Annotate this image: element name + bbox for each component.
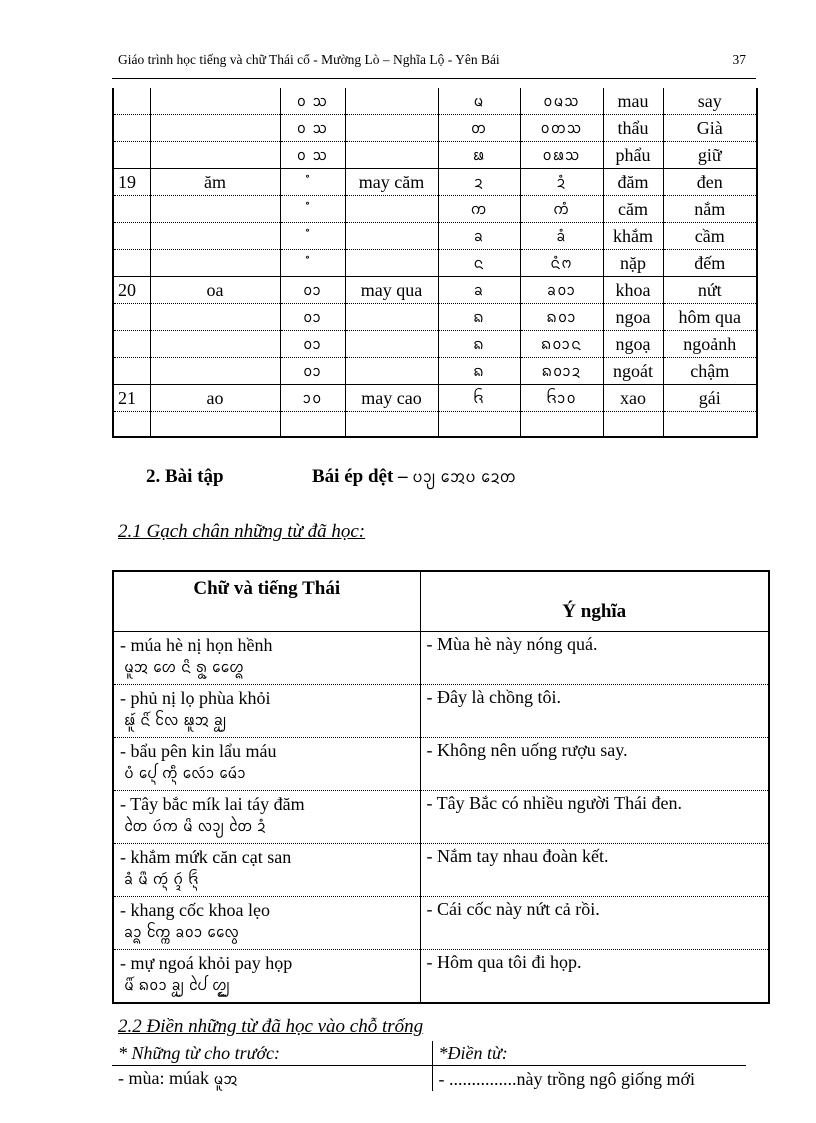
vowel: [150, 304, 280, 331]
thai-word: ᨡᩅᩣ: [520, 277, 603, 304]
example: may căm: [345, 169, 438, 196]
romanized-word: phẩu: [603, 142, 663, 169]
thai-sentence-cell: [113, 791, 420, 844]
meaning-cell: - Đây là chồng tôi.: [420, 685, 769, 738]
thai-sentence-cell: [113, 897, 420, 950]
fill-table-header: [112, 1041, 746, 1066]
table-row: [113, 412, 757, 438]
example: may cao: [345, 385, 438, 412]
table-row: [113, 88, 757, 115]
thai-script: ᨾᩪᩋ ᩉᩮ ᨶᩦ ᩁᩬ᩠ᨶ ᩉᩯ᩠ᨦ: [124, 658, 244, 676]
thai-consonant: ᨡ: [438, 277, 520, 304]
row-number: 21: [113, 385, 150, 412]
example: [345, 196, 438, 223]
vowel-symbol: ᩴ: [280, 169, 345, 196]
vowel-table: [112, 88, 758, 438]
thai-sentence-cell: [113, 950, 420, 1004]
vowel-symbol: ᩣᩅ: [280, 385, 345, 412]
thai-word: ᩅᨹᩈ: [520, 142, 603, 169]
row-number: [113, 142, 150, 169]
vowel: [150, 142, 280, 169]
thai-word: ᩅᨾᩈ: [520, 88, 603, 115]
table-row: [113, 331, 757, 358]
page-header: [118, 52, 746, 68]
col-thai-header: Chữ và tiếng Thái: [113, 571, 420, 632]
vowel: [150, 223, 280, 250]
row-number: [113, 304, 150, 331]
row-number: [113, 358, 150, 385]
example: [345, 142, 438, 169]
example: [345, 412, 438, 438]
row-number: [113, 250, 150, 277]
vowel-symbol: ᩅ ᩈ: [280, 88, 345, 115]
col-meaning-header: Ý nghĩa: [420, 571, 769, 632]
exercise-subtitle: [312, 466, 516, 491]
example: [345, 250, 438, 277]
vowel: [150, 412, 280, 438]
example: [345, 358, 438, 385]
vietnamese-transliteration[interactable]: - bẩu pên kin lẩu máu: [120, 741, 277, 761]
part1-heading: 2.1 Gạch chân những từ đã học:: [118, 521, 366, 542]
vietnamese-transliteration[interactable]: - Tây bắc mík lai táy đăm: [120, 794, 305, 814]
table-row: [113, 738, 769, 791]
meaning: đếm: [663, 250, 757, 277]
meaning-cell: - Mùa hè này nóng quá.: [420, 632, 769, 685]
vowel: [150, 88, 280, 115]
table-row: [113, 169, 757, 196]
vietnamese-transliteration[interactable]: - múa hè nị họn hềnh: [120, 635, 273, 655]
vietnamese-transliteration[interactable]: - khắm mứk căn cạt san: [120, 847, 292, 867]
romanized-word: ngoạ: [603, 331, 663, 358]
vietnamese-transliteration[interactable]: - mự ngoá khỏi pay họp: [120, 953, 293, 973]
page-number: 37: [732, 52, 746, 67]
meaning-cell: - Hôm qua tôi đi họp.: [420, 950, 769, 1004]
thai-consonant: ᨦ: [438, 331, 520, 358]
exercise-title: [146, 466, 516, 488]
vowel-symbol: ᩅᩣ: [280, 304, 345, 331]
romanized-word: khắm: [603, 223, 663, 250]
table-row: [113, 632, 769, 685]
exercise-subtitle-text: Bái ép dệt –: [312, 466, 408, 487]
thai-word: ᨡᩴ: [520, 223, 603, 250]
meaning-cell: - Cái cốc này nứt cả rồi.: [420, 897, 769, 950]
given-word: [112, 1066, 432, 1092]
row-number: 19: [113, 169, 150, 196]
romanized-word: mau: [603, 88, 663, 115]
vowel: [150, 115, 280, 142]
thai-script: ᨡᩣ᩠ᨦ ᨠᩰ᩠ᨠ ᨡᩅᩣ ᩃᩯ᩠ᩅ: [124, 923, 240, 941]
thai-word: [520, 412, 603, 438]
vowel: [150, 196, 280, 223]
thai-word: ᨦᩅᩣᨶ: [520, 331, 603, 358]
exercise-heading: 2. Bài tập: [146, 466, 224, 487]
fill-header: *Điền từ:: [432, 1041, 746, 1066]
thai-script: ᨷᩴ ᨸᩮ᩠ᨶ ᨠᩥ᩠ᨶ ᩃᩮᩢᩣ ᨾᩮᩢᩣ: [124, 764, 246, 782]
table-row: [113, 142, 757, 169]
meaning: hôm qua: [663, 304, 757, 331]
thai-consonant: ᨠ: [438, 196, 520, 223]
thai-word: ᨯᩴ: [520, 169, 603, 196]
example: [345, 223, 438, 250]
thai-word: ᨶᩴᨻ: [520, 250, 603, 277]
meaning: Già: [663, 115, 757, 142]
row-number: [113, 223, 150, 250]
thai-consonant: ᨾ: [438, 88, 520, 115]
exercise-table: [112, 570, 770, 1004]
romanized-word: xao: [603, 385, 663, 412]
vowel: oa: [150, 277, 280, 304]
table-row: [113, 223, 757, 250]
table-row: [113, 250, 757, 277]
table-row: [113, 277, 757, 304]
row-number: [113, 88, 150, 115]
vowel: [150, 250, 280, 277]
thai-consonant: ᨡ: [438, 223, 520, 250]
example: [345, 115, 438, 142]
vowel-symbol: ᩅ ᩈ: [280, 142, 345, 169]
given-words-header: * Những từ cho trước:: [112, 1041, 432, 1066]
part2-heading: 2.2 Điền những từ đã học vào chỗ trống: [118, 1016, 424, 1037]
meaning: gái: [663, 385, 757, 412]
table-row: [113, 304, 757, 331]
romanized-word: ngoát: [603, 358, 663, 385]
thai-word: ᨪᩣᩅ: [520, 385, 603, 412]
vietnamese-transliteration[interactable]: - phủ nị lọ phùa khỏi: [120, 688, 271, 708]
thai-consonant: ᨪ: [438, 385, 520, 412]
table-row: [113, 358, 757, 385]
example: [345, 304, 438, 331]
table-row: [113, 791, 769, 844]
thai-sentence-cell: [113, 632, 420, 685]
meaning: ngoảnh: [663, 331, 757, 358]
example: may qua: [345, 277, 438, 304]
vowel: ăm: [150, 169, 280, 196]
vietnamese-transliteration[interactable]: - khang cốc khoa lẹo: [120, 900, 270, 920]
thai-word: ᨠᩴ: [520, 196, 603, 223]
thai-word: ᩅᨲᩈ: [520, 115, 603, 142]
thai-consonant: ᨹ: [438, 142, 520, 169]
thai-script: ᨾᩨ᩶ ᨦᩅᩣ ᨡᩬ᩠ᨿ ᨸᩱ ᩉᩬ᩠ᨷ: [124, 976, 230, 994]
vowel-symbol: ᩴ: [280, 250, 345, 277]
table-row: [113, 385, 757, 412]
thai-consonant: ᨶ: [438, 250, 520, 277]
fill-table: [112, 1041, 746, 1091]
vowel-symbol: ᩴ: [280, 223, 345, 250]
thai-consonant: ᨦ: [438, 358, 520, 385]
vowel-symbol: ᩅ ᩈ: [280, 115, 345, 142]
romanized-word: căm: [603, 196, 663, 223]
meaning: nứt: [663, 277, 757, 304]
romanized-word: thẩu: [603, 115, 663, 142]
vowel-symbol: ᩅᩣ: [280, 358, 345, 385]
romanized-word: ngoa: [603, 304, 663, 331]
meaning: giữ: [663, 142, 757, 169]
meaning: cầm: [663, 223, 757, 250]
vowel: [150, 358, 280, 385]
given-word-text: - mùa: múak: [118, 1068, 209, 1088]
meaning-cell: - Nắm tay nhau đoàn kết.: [420, 844, 769, 897]
table-row: [113, 844, 769, 897]
row-number: [113, 196, 150, 223]
exercise-subtitle-thai: ᨷᩣ᩠ᨿ ᩋᩮᨷ ᨯᩮᨲ: [412, 467, 516, 486]
exercise-table-header: [113, 571, 769, 632]
vowel-symbol: ᩅᩣ: [280, 331, 345, 358]
example: [345, 331, 438, 358]
meaning-cell: - Tây Bắc có nhiều người Thái đen.: [420, 791, 769, 844]
meaning: chậm: [663, 358, 757, 385]
meaning: nắm: [663, 196, 757, 223]
vowel: ao: [150, 385, 280, 412]
romanized-word: nặp: [603, 250, 663, 277]
table-row: [113, 950, 769, 1004]
thai-consonant: [438, 412, 520, 438]
thai-sentence-cell: [113, 685, 420, 738]
vowel: [150, 331, 280, 358]
vowel-symbol: [280, 412, 345, 438]
thai-script: ᨹᩪ᩶ ᨶᩦ᩶ ᩃᩰ ᨹᩪᩋ ᨡᩬ᩠ᨿ: [124, 711, 227, 729]
thai-consonant: ᨲ: [438, 115, 520, 142]
thai-script: ᨡᩴ ᨾᩨ ᨠᩢ᩠ᨶ ᨣᩢ᩠ᨯ ᨪᩢ᩠ᨶ: [124, 870, 199, 888]
thai-word: ᨦᩅᩣ: [520, 304, 603, 331]
meaning: [663, 412, 757, 438]
thai-sentence-cell: [113, 738, 420, 791]
vowel-symbol: ᩴ: [280, 196, 345, 223]
meaning-cell: - Không nên uống rượu say.: [420, 738, 769, 791]
romanized-word: đăm: [603, 169, 663, 196]
table-row: [113, 196, 757, 223]
thai-consonant: ᨦ: [438, 304, 520, 331]
table-row: [113, 685, 769, 738]
row-number: [113, 115, 150, 142]
table-row: [113, 897, 769, 950]
row-number: 20: [113, 277, 150, 304]
vowel-symbol: ᩅᩣ: [280, 277, 345, 304]
row-number: [113, 331, 150, 358]
thai-script: ᨲᩱ ᨷᩢᨠ ᨾᩦ ᩃᩣ᩠ᨿ ᨲᩱ ᨯᩴ: [124, 817, 266, 835]
meaning: say: [663, 88, 757, 115]
meaning: đen: [663, 169, 757, 196]
thai-word: ᨦᩅᩣᨯ: [520, 358, 603, 385]
thai-consonant: ᨯ: [438, 169, 520, 196]
romanized-word: khoa: [603, 277, 663, 304]
header-title: Giáo trình học tiếng và chữ Thái cổ - Mường Lò – Nghĩa Lộ - Yên Bái: [118, 52, 500, 67]
header-rule: [112, 78, 756, 79]
table-row: [113, 115, 757, 142]
example: [345, 88, 438, 115]
thai-sentence-cell: [113, 844, 420, 897]
fill-blank[interactable]: - ...............này trồng ngô giống mới: [438, 1068, 695, 1089]
given-word-thai: ᨾᩪᩋ: [213, 1070, 238, 1088]
row-number: [113, 412, 150, 438]
romanized-word: [603, 412, 663, 438]
table-row: [112, 1066, 746, 1092]
